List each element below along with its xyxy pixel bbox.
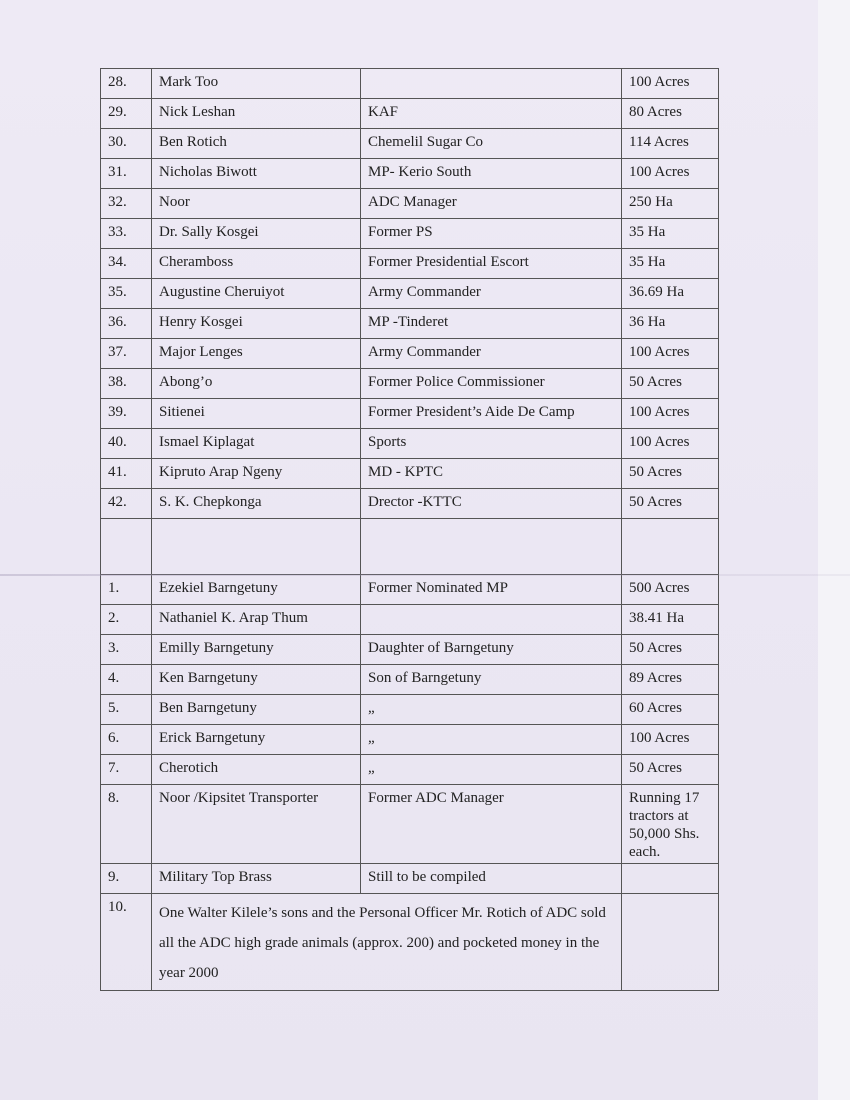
row-name: Kipruto Arap Ngeny	[152, 459, 361, 489]
row-number: 9.	[101, 864, 152, 894]
table-row	[101, 279, 719, 309]
row-land: 100 Acres	[622, 429, 719, 459]
row-land: 100 Acres	[622, 69, 719, 99]
row-land: 100 Acres	[622, 399, 719, 429]
table-row	[101, 189, 719, 219]
row-number: 28.	[101, 69, 152, 99]
row-name: Cherotich	[152, 755, 361, 785]
row-land: 80 Acres	[622, 99, 719, 129]
row-land: 250 Ha	[622, 189, 719, 219]
row-name: Ismael Kiplagat	[152, 429, 361, 459]
table-row	[101, 695, 719, 725]
row-number: 37.	[101, 339, 152, 369]
row-number: 8.	[101, 785, 152, 864]
row-number: 38.	[101, 369, 152, 399]
table-row	[101, 69, 719, 99]
row-number: 33.	[101, 219, 152, 249]
row-position: Son of Barngetuny	[361, 665, 622, 695]
table-row	[101, 459, 719, 489]
row-number: 34.	[101, 249, 152, 279]
table-row	[101, 309, 719, 339]
row-position: MD - KPTC	[361, 459, 622, 489]
row-name: Augustine Cheruiyot	[152, 279, 361, 309]
row-number: 35.	[101, 279, 152, 309]
row-number: 30.	[101, 129, 152, 159]
table-row	[101, 219, 719, 249]
row-position: MP- Kerio South	[361, 159, 622, 189]
table-row	[101, 399, 719, 429]
table-row	[101, 864, 719, 894]
row-position: Former ADC Manager	[361, 785, 622, 864]
row-land: 114 Acres	[622, 129, 719, 159]
row-number: 3.	[101, 635, 152, 665]
row-name: Nathaniel K. Arap Thum	[152, 605, 361, 635]
row-number: 31.	[101, 159, 152, 189]
row-name: Ben Rotich	[152, 129, 361, 159]
land-allocation-table	[100, 68, 719, 991]
row-land: 500 Acres	[622, 575, 719, 605]
row-land: 38.41 Ha	[622, 605, 719, 635]
table-row	[101, 489, 719, 519]
row-number: 6.	[101, 725, 152, 755]
row-number: 36.	[101, 309, 152, 339]
table-row	[101, 129, 719, 159]
row-position	[361, 605, 622, 635]
table-row	[101, 635, 719, 665]
table-row	[101, 605, 719, 635]
row-name: Military Top Brass	[152, 864, 361, 894]
row-number: 39.	[101, 399, 152, 429]
table-row	[101, 99, 719, 129]
row-name: Dr. Sally Kosgei	[152, 219, 361, 249]
row-number: 4.	[101, 665, 152, 695]
row-land: 100 Acres	[622, 339, 719, 369]
row-position: „	[361, 725, 622, 755]
row-name: Sitienei	[152, 399, 361, 429]
row-land: 100 Acres	[622, 159, 719, 189]
row-number: 42.	[101, 489, 152, 519]
row-name: Major Lenges	[152, 339, 361, 369]
table-row-blank	[101, 519, 719, 575]
row-land: 50 Acres	[622, 635, 719, 665]
row-position: „	[361, 755, 622, 785]
row-position: Former Police Commissioner	[361, 369, 622, 399]
row-name: Nicholas Biwott	[152, 159, 361, 189]
table-row	[101, 159, 719, 189]
table-row	[101, 369, 719, 399]
row-number: 7.	[101, 755, 152, 785]
row-position: Daughter of Barngetuny	[361, 635, 622, 665]
row-land: 35 Ha	[622, 249, 719, 279]
row-position: Former Presidential Escort	[361, 249, 622, 279]
table-row	[101, 429, 719, 459]
row-position	[361, 69, 622, 99]
row-name: Noor /Kipsitet Transporter	[152, 785, 361, 864]
row-name: Abong’o	[152, 369, 361, 399]
table-row	[101, 575, 719, 605]
row-name: Ken Barngetuny	[152, 665, 361, 695]
row-position: Army Commander	[361, 339, 622, 369]
page-edge	[818, 0, 850, 1100]
row-number: 29.	[101, 99, 152, 129]
row-land	[622, 864, 719, 894]
table-row	[101, 894, 719, 991]
row-position: MP -Tinderet	[361, 309, 622, 339]
row-number: 10.	[101, 894, 152, 991]
row-number: 1.	[101, 575, 152, 605]
row-name: Mark Too	[152, 69, 361, 99]
row-position: ADC Manager	[361, 189, 622, 219]
row-position: Drector -KTTC	[361, 489, 622, 519]
row-name: Cheramboss	[152, 249, 361, 279]
row-land: 89 Acres	[622, 665, 719, 695]
row-note: One Walter Kilele’s sons and the Personal Officer Mr. Rotich of ADC sold all the ADC high grade animals (approx. 200) and pocketed money in the year 2000	[152, 894, 622, 991]
row-number: 32.	[101, 189, 152, 219]
row-name: Noor	[152, 189, 361, 219]
row-land: 60 Acres	[622, 695, 719, 725]
row-name: Emilly Barngetuny	[152, 635, 361, 665]
row-land: 50 Acres	[622, 489, 719, 519]
row-number: 2.	[101, 605, 152, 635]
row-position: Former President’s Aide De Camp	[361, 399, 622, 429]
table-row	[101, 725, 719, 755]
row-position: „	[361, 695, 622, 725]
row-land: Running 17 tractors at 50,000 Shs. each.	[622, 785, 719, 864]
row-land: 50 Acres	[622, 755, 719, 785]
table-row	[101, 339, 719, 369]
row-number: 5.	[101, 695, 152, 725]
row-position: Chemelil Sugar Co	[361, 129, 622, 159]
row-land: 35 Ha	[622, 219, 719, 249]
page-fold-line	[0, 574, 850, 576]
row-name: Ezekiel Barngetuny	[152, 575, 361, 605]
row-position: KAF	[361, 99, 622, 129]
row-name: Ben Barngetuny	[152, 695, 361, 725]
row-land: 36 Ha	[622, 309, 719, 339]
row-name: Erick Barngetuny	[152, 725, 361, 755]
row-land: 100 Acres	[622, 725, 719, 755]
row-name: S. K. Chepkonga	[152, 489, 361, 519]
table-row	[101, 249, 719, 279]
row-position: Still to be compiled	[361, 864, 622, 894]
table-row	[101, 755, 719, 785]
row-position: Sports	[361, 429, 622, 459]
table-row	[101, 785, 719, 864]
row-position: Former Nominated MP	[361, 575, 622, 605]
row-land: 36.69 Ha	[622, 279, 719, 309]
row-number: 40.	[101, 429, 152, 459]
row-number: 41.	[101, 459, 152, 489]
table-row	[101, 665, 719, 695]
row-position: Army Commander	[361, 279, 622, 309]
row-position: Former PS	[361, 219, 622, 249]
row-name: Nick Leshan	[152, 99, 361, 129]
row-name: Henry Kosgei	[152, 309, 361, 339]
row-land: 50 Acres	[622, 369, 719, 399]
row-land: 50 Acres	[622, 459, 719, 489]
